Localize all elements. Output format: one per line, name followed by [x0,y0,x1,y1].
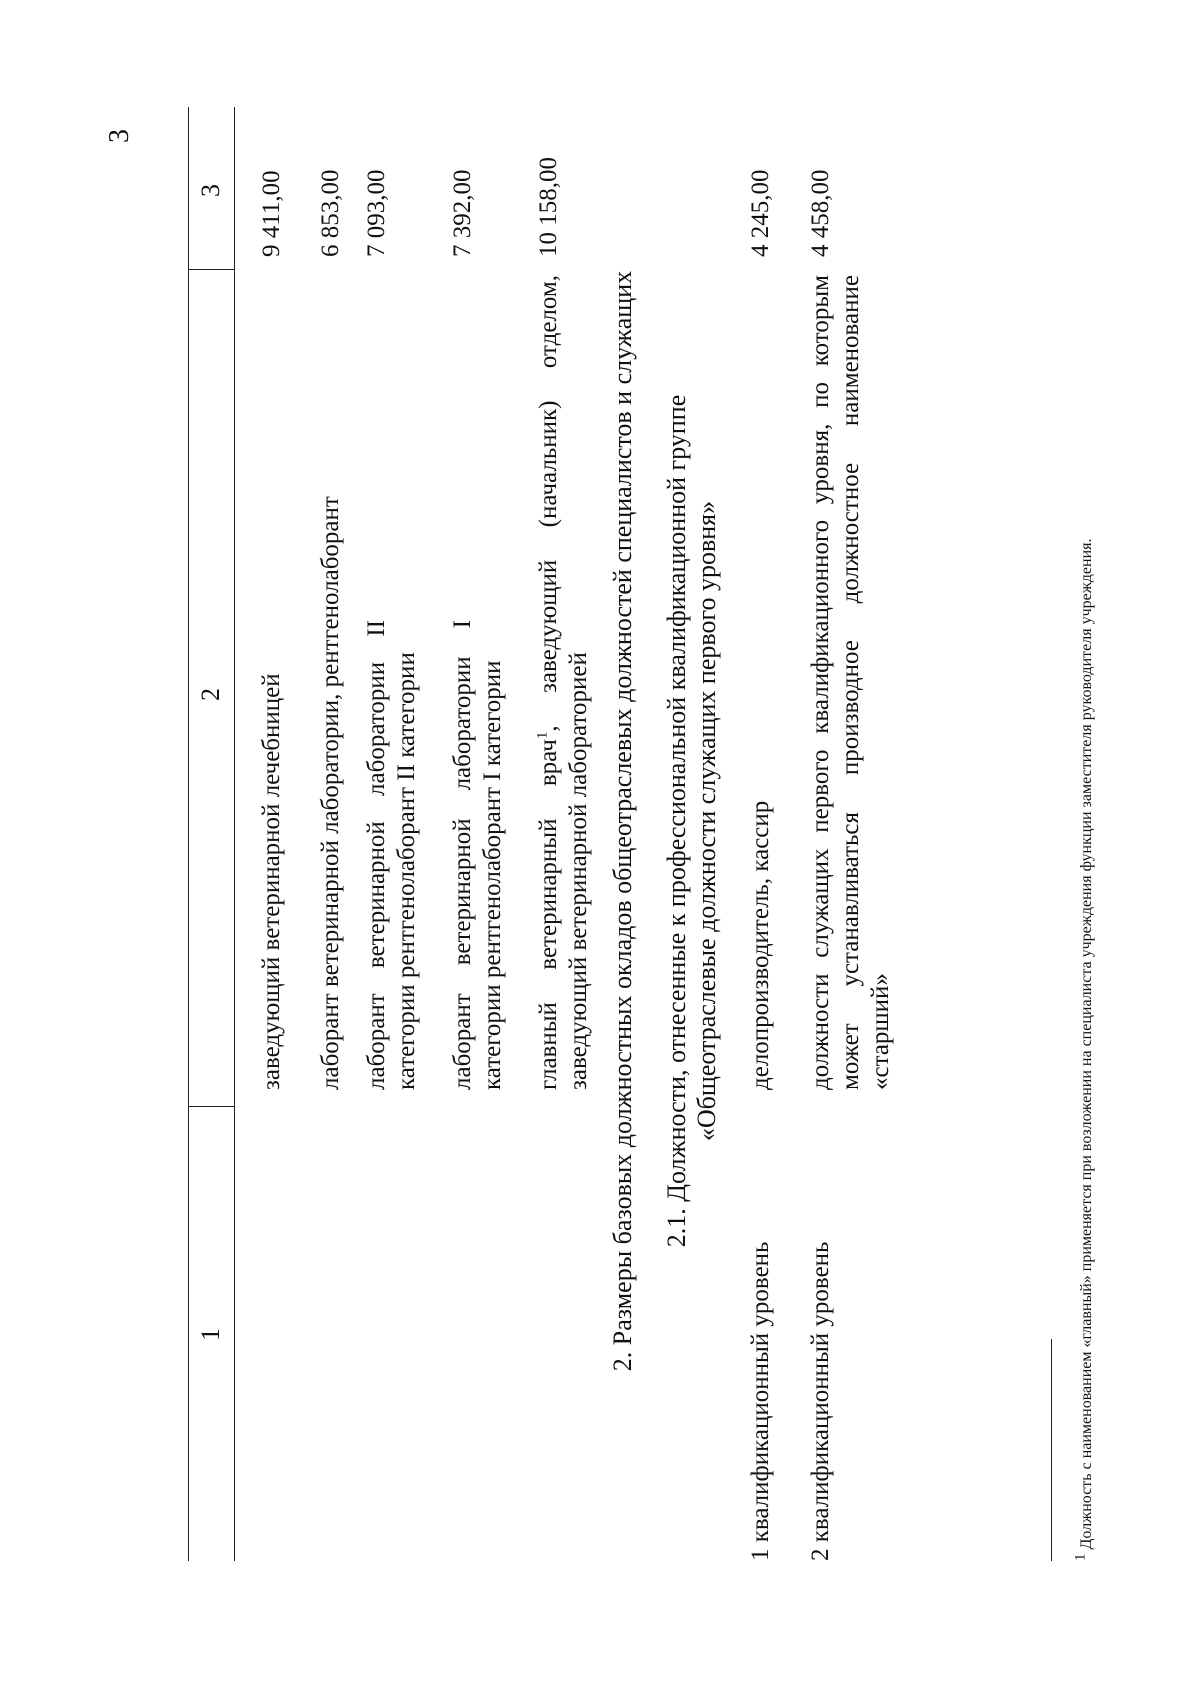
table-top-border [188,107,189,1561]
row-7-salary: 4 458,00 [807,169,834,257]
footnote-marker: 1 [1072,1553,1089,1561]
row-5-position-text-b: , заведующий (начальник) отделом, заведующий ветеринарной лабораторией [535,275,592,1090]
page-number: 3 [104,129,135,143]
footnote-separator [1051,1339,1052,1561]
row-4-salary: 7 392,00 [449,169,476,257]
column-header-2: 2 [196,688,225,701]
row-2-salary: 6 853,00 [317,169,344,257]
section-heading: 2. Размеры базовых должностных окладов общеотраслевых должностей специалистов и служащих [608,270,637,1372]
table-header-bottom-border [234,107,235,1561]
row-6-level: 1 квалификационный уровень [747,1241,774,1561]
row-6-salary: 4 245,00 [747,169,774,257]
column-header-3: 3 [196,184,225,197]
column-divider-2 [188,269,234,270]
row-6-position: делопроизводитель, кассир [747,800,774,1090]
row-3-salary: 7 093,00 [363,169,390,257]
subsection-heading-line-2: «Общеотраслевые должности служащих первого уровня» [692,500,721,1142]
row-1-salary: 9 411,00 [258,170,285,257]
row-2-position: лаборант ветеринарной лаборатории, рентгенолаборант [317,496,344,1090]
footnote-text: Должность с наименованием «главный» применяется при возложении на специалиста учреждения функции заместителя руководителя учреждения. [1078,538,1095,1550]
row-5-position-text-a: главный ветеринарный врач [535,739,562,1090]
row-7-level: 2 квалификационный уровень [807,1241,834,1561]
row-4-position: лаборант ветеринарной лаборатории I категории рентгенолаборант I категории [449,620,506,1090]
row-5-salary: 10 158,00 [535,157,562,257]
subsection-heading-line-1: 2.1. Должности, отнесенные к профессиональной квалификационной группе [662,394,691,1248]
footnote [1072,61,1096,1561]
column-divider-1 [188,1106,234,1107]
column-header-1: 1 [196,1328,225,1341]
row-7-position: должности служащих первого квалификационного уровня, по которым может устанавливаться производное должностное наименование «старший» [807,275,894,1090]
footnote-ref: 1 [534,731,551,740]
row-5-position [534,275,594,1090]
row-1-position: заведующий ветеринарной лечебницей [258,673,285,1090]
row-3-position: лаборант ветеринарной лаборатории II категории рентгенолаборант II категории [363,620,420,1090]
